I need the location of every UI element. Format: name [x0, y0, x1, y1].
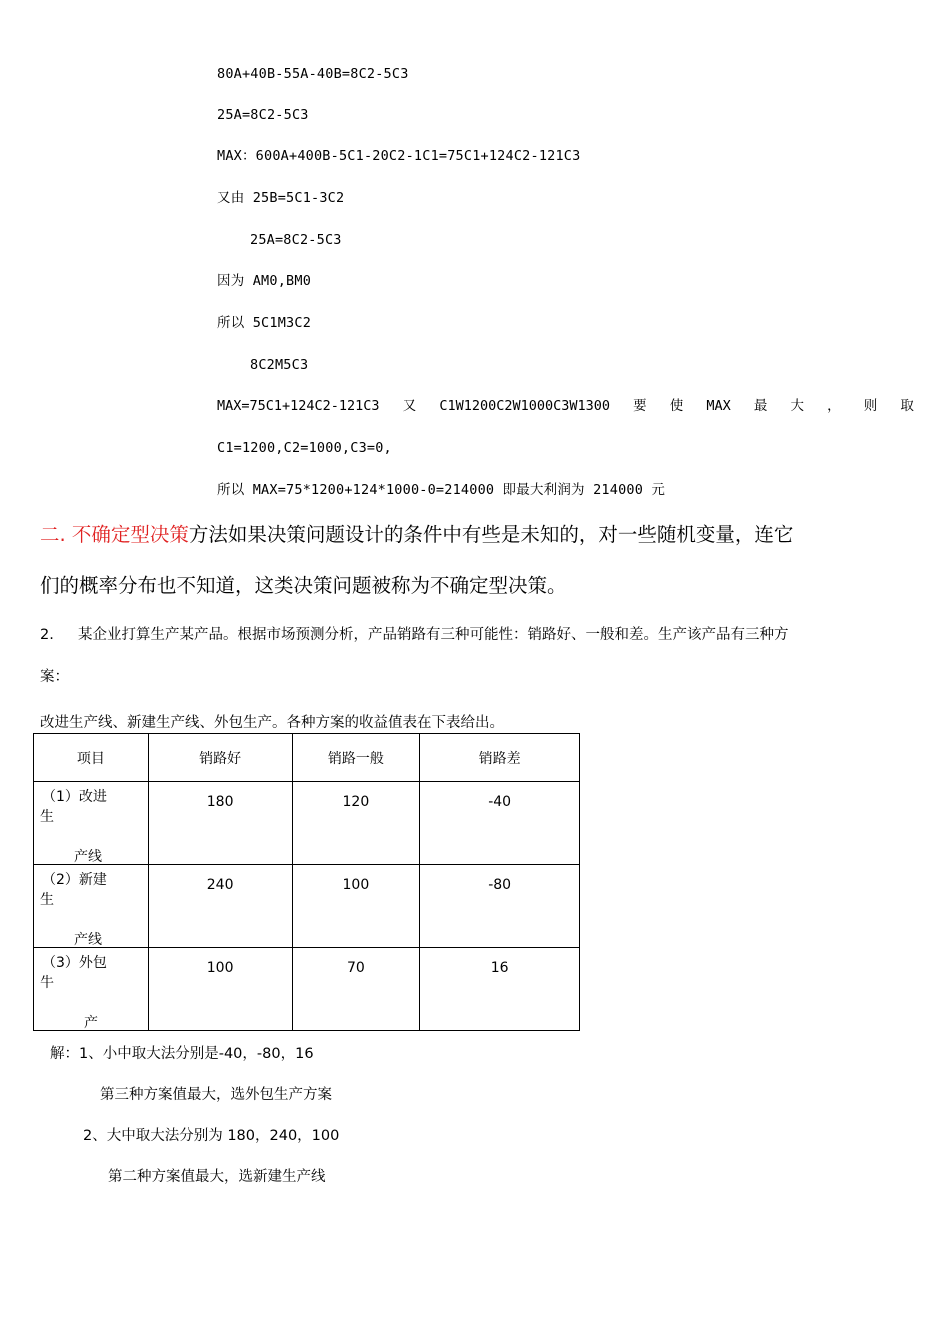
section-desc-second: 们的概率分布也不知道，这类决策问题被称为不确定型决策。 — [40, 574, 567, 597]
table-header-row — [34, 734, 580, 782]
row-label-part: 产线 — [74, 932, 102, 948]
derivation-line-3: MAX：600A+400B-5C1-20C2-1C1=75C1+124C2-121C3 — [217, 148, 581, 164]
l9-word: 要 — [633, 398, 647, 414]
l9-word: 大 — [790, 398, 805, 414]
l9-word: C1W1200C2W1000C3W1300 — [439, 398, 610, 414]
l9-word: 则 — [863, 398, 878, 414]
l9-word: MAX — [706, 398, 731, 414]
value-cell: 100 — [148, 948, 292, 1031]
row-label-part: 生 — [40, 809, 54, 825]
derivation-line-8: 8C2M5C3 — [250, 357, 309, 373]
derivation-line-7: 所以 5C1M3C2 — [217, 315, 312, 331]
l9-word: 又 — [402, 398, 417, 414]
row-label-part: （3）外包 — [42, 955, 107, 971]
row-label-part: 生 — [40, 892, 54, 908]
derivation-line-1: 80A+40B-55A-40B=8C2-5C3 — [217, 66, 409, 82]
value-cell: -80 — [420, 865, 580, 948]
value-cell: 180 — [148, 782, 292, 865]
value-cell: 240 — [148, 865, 292, 948]
solution-line-1: 解：1、小中取大法分别是-40，-80，16 — [50, 1046, 314, 1062]
section-title: 不确定型决策 — [71, 523, 189, 546]
derivation-line-4: 又由 25B=5C1-3C2 — [217, 190, 345, 206]
problem-text: 某企业打算生产某产品。根据市场预测分析，产品销路有三种可能性：销路好、一般和差。生产该产品有三种方 — [78, 627, 789, 643]
section-heading — [40, 521, 915, 549]
row-label-part: 牛 — [40, 975, 54, 991]
derivation-line-9 — [217, 397, 914, 415]
l9-word: 使 — [669, 398, 684, 414]
row-label-part: 产线 — [74, 849, 102, 865]
table-row — [34, 865, 580, 948]
section-desc-first: 方法如果决策问题设计的条件中有些是未知的，对一些随机变量，连它 — [188, 523, 794, 546]
problem-text-2: 改进生产线、新建生产线、外包生产。各种方案的收益值表在下表给出。 — [40, 715, 504, 731]
header-cell: 销路差 — [420, 734, 580, 782]
table-row — [34, 782, 580, 865]
row-label-cell — [34, 865, 149, 948]
row-label-part: 产 — [84, 1015, 98, 1031]
l9-word: 最 — [753, 398, 768, 414]
l9-word: ， — [827, 398, 841, 414]
row-label-part: （1）改进 — [42, 789, 107, 805]
header-cell: 项目 — [34, 734, 149, 782]
l9-word: 取 — [900, 398, 914, 414]
derivation-line-10: C1=1200,C2=1000,C3=0, — [217, 440, 392, 456]
derivation-line-2: 25A=8C2-5C3 — [217, 107, 309, 123]
row-label-cell — [34, 948, 149, 1031]
solution-line-3: 2、大中取大法分别为 180，240，100 — [83, 1128, 340, 1144]
header-cell: 销路好 — [148, 734, 292, 782]
row-label-cell — [34, 782, 149, 865]
value-cell: 16 — [420, 948, 580, 1031]
derivation-line-6: 因为 AM0,BM0 — [217, 273, 312, 289]
row-label-part: （2）新建 — [42, 872, 107, 888]
value-cell: 100 — [292, 865, 420, 948]
problem-text-wrap: 案： — [40, 669, 69, 685]
derivation-line-11: 所以 MAX=75*1200+124*1000-0=214000 即最大利润为 214000 元 — [217, 482, 666, 498]
derivation-line-5: 25A=8C2-5C3 — [250, 232, 342, 248]
value-cell: -40 — [420, 782, 580, 865]
payoff-table — [33, 733, 580, 1031]
value-cell: 120 — [292, 782, 420, 865]
problem-number: 2. — [40, 627, 54, 643]
value-cell: 70 — [292, 948, 420, 1031]
solution-line-4: 第二种方案值最大，选新建生产线 — [108, 1169, 326, 1185]
section-number: 二. — [40, 523, 66, 546]
header-cell: 销路一般 — [292, 734, 420, 782]
l9-word: MAX=75C1+124C2-121C3 — [217, 398, 380, 414]
solution-line-2: 第三种方案值最大，选外包生产方案 — [100, 1087, 332, 1103]
table-row — [34, 948, 580, 1031]
